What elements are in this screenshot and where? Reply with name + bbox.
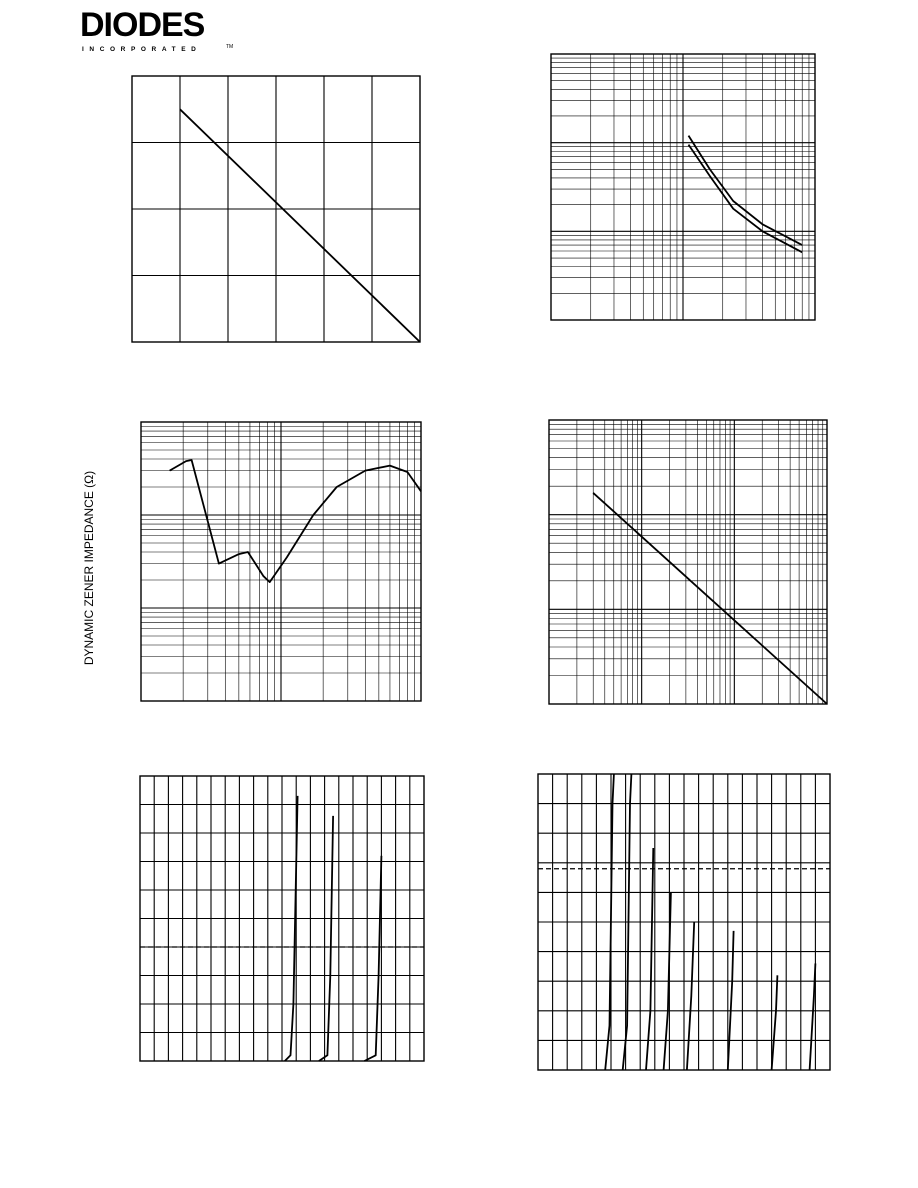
brand-trademark: TM xyxy=(226,44,234,50)
chart-dynamic-impedance xyxy=(141,422,421,701)
chart-thermal-log xyxy=(551,54,815,320)
series-capacitance xyxy=(593,493,827,704)
plot-frame xyxy=(549,420,827,704)
series-curve-5 xyxy=(687,922,694,1070)
series-curve-8 xyxy=(810,963,816,1070)
diodes-logo xyxy=(80,6,234,53)
impedance-y-axis-label: DYNAMIC ZENER IMPEDANCE (Ω) xyxy=(82,470,96,666)
chart-capacitance-log xyxy=(549,420,827,704)
series-upper xyxy=(689,136,803,246)
chart-zener-characteristic-low xyxy=(538,774,830,1070)
series-zener-b xyxy=(319,816,333,1061)
brand-subtitle: INCORPORATED xyxy=(82,46,202,53)
series-curve-3 xyxy=(646,848,653,1070)
series-curve-7 xyxy=(772,975,778,1070)
brand-name: DIODES xyxy=(80,6,205,44)
chart-zener-characteristic-high xyxy=(140,776,424,1061)
chart-derating xyxy=(132,76,420,342)
series-derating xyxy=(180,109,420,342)
